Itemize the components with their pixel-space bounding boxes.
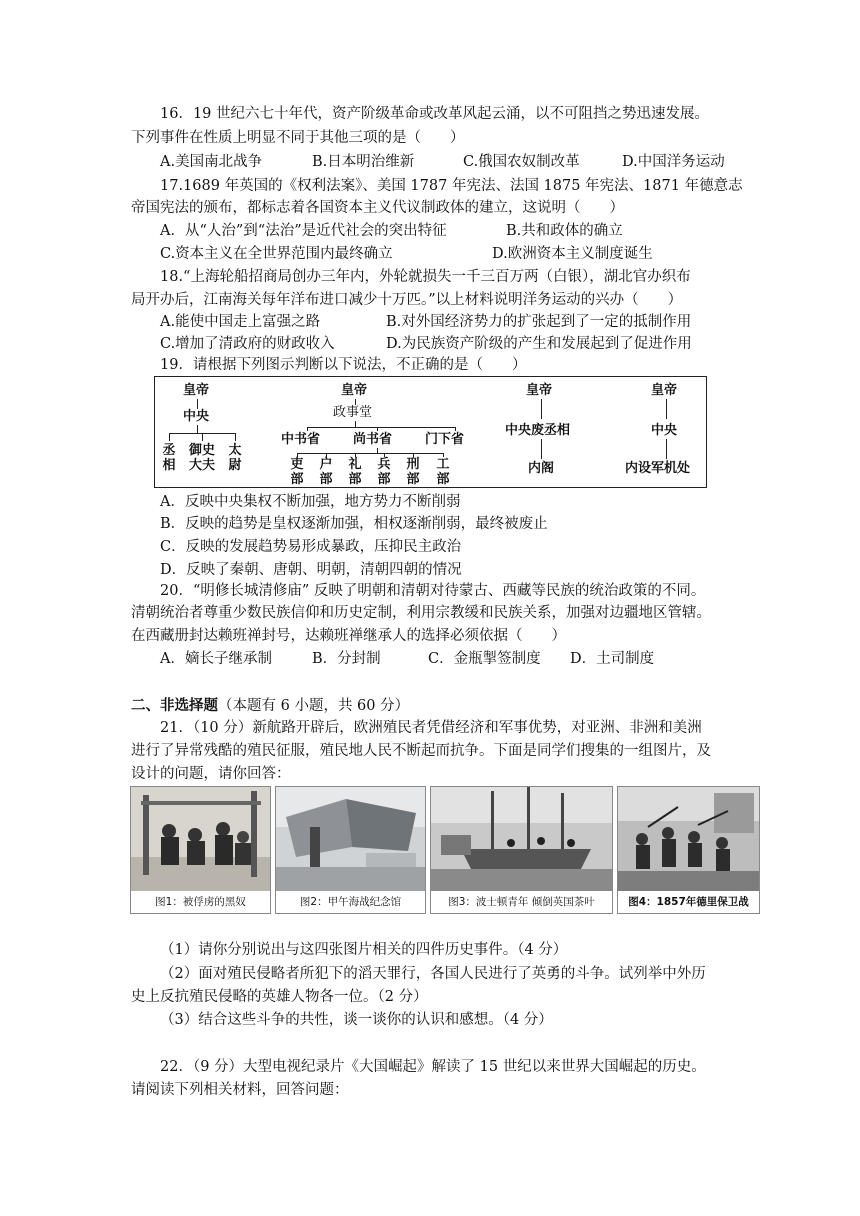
q20-options	[160, 649, 760, 669]
q18-option-a: A.能使中国走上富强之路	[160, 314, 321, 330]
qin-emperor: 皇帝	[183, 383, 210, 398]
tang-shangshu: 尚书省	[353, 432, 393, 447]
q18-options-row1	[160, 312, 760, 332]
tang-bingbu: 兵部	[377, 457, 391, 487]
caption-2: 图2：甲午海战纪念馆	[276, 891, 425, 913]
q19-option-a: A．反映中央集权不断加强，地方势力不断削弱	[160, 494, 461, 510]
q20-option-b: B．分封制	[312, 651, 381, 667]
q17-option-d: D.欧洲资本主义制度诞生	[492, 246, 653, 262]
q17-option-c: C.资本主义在全世界范围内最终确立	[160, 246, 393, 262]
tang-zhongshu: 中书省	[281, 432, 321, 447]
q19-stem: 19．请根据下列图示判断以下说法，不正确的是（ ）	[160, 357, 527, 373]
tang-emperor: 皇帝	[341, 383, 368, 398]
ming-grand-secretariat: 内阁	[528, 461, 555, 476]
q21-sub-question-3: （3）结合这些斗争的共性，谈一谈你的认识和感想。（4 分）	[160, 1012, 553, 1028]
qing-center: 中央	[651, 423, 678, 438]
tang-gongbu: 工部	[436, 457, 450, 487]
photo-captured-slaves	[130, 786, 271, 914]
section-2-heading	[131, 696, 409, 716]
q18-option-b: B.对外国经济势力的扩张起到了一定的抵制作用	[386, 314, 692, 330]
q16-options	[160, 152, 760, 172]
q22-stem-line1: 22．（9 分）大型电视纪录片《大国崛起》解读了 15 世纪以来世界大国崛起的历史。	[160, 1059, 706, 1075]
tang-libu-rites: 礼部	[348, 457, 362, 487]
q19-option-d: D．反映了秦朝、唐朝、明朝，清朝四朝的情况	[160, 562, 462, 578]
q19-option-b: B．反映的趋势是皇权逐渐加强，相权逐渐削弱，最终被废止	[160, 516, 548, 532]
q16-stem-line1: 16．19 世纪六七十年代，资产阶级革命或改革风起云涌，以不可阻挡之势迅速发展。	[160, 106, 710, 122]
qin-center: 中央	[183, 409, 210, 424]
q21-sub-question-1: （1）请你分别说出与这四张图片相关的四件历史事件。（4 分）	[160, 942, 568, 958]
q16-option-c: C.俄国农奴制改革	[463, 154, 580, 170]
q21-sub-question-2-line1: （2）面对殖民侵略者所犯下的滔天罪行，各国人民进行了英勇的斗争。试列举中外历	[160, 966, 706, 982]
q18-stem-line1: 18.“上海轮船招商局创办三年内，外轮就损失一千三百万两（白银），湖北官办织布	[160, 269, 691, 285]
section-2-title: 二、非选择题	[131, 697, 218, 714]
qin-chancellor: 丞相	[162, 443, 176, 473]
q18-option-d: D.为民族资产阶级的产生和发展起到了促进作用	[386, 336, 692, 352]
q20-stem-line3: 在西藏册封达赖班禅封号，达赖班禅继承人的选择必须依据（ ）	[131, 628, 566, 644]
photo-boston-tea-party	[430, 786, 613, 914]
qing-emperor: 皇帝	[651, 383, 678, 398]
ming-center: 中央废丞相	[505, 423, 571, 438]
tang-hubu: 户部	[319, 457, 333, 487]
caption-4: 图4：1857年德里保卫战	[618, 891, 759, 913]
q21-stem-line1: 21．（10 分）新航路开辟后，欧洲殖民者凭借经济和军事优势，对亚洲、非洲和美洲	[160, 720, 702, 736]
qin-grand-commandant: 太尉	[228, 443, 242, 473]
q17-stem-line2: 帝国宪法的颁布，都标志着各国资本主义代议制政体的建立，这说明（ ）	[131, 200, 624, 216]
q16-option-d: D.中国洋务运动	[622, 154, 725, 170]
q17-option-b: B.共和政体的确立	[506, 223, 623, 239]
q20-option-a: A．嫡长子继承制	[160, 651, 272, 667]
q21-stem-line3: 设计的问题，请你回答：	[131, 766, 291, 782]
caption-3: 图3：波士顿青年 倾倒英国茶叶	[431, 891, 612, 913]
q16-stem-line2: 下列事件在性质上明显不同于其他三项的是（ ）	[131, 130, 465, 146]
q18-option-c: C.增加了清政府的财政收入	[160, 336, 335, 352]
q17-options-row2	[160, 244, 760, 264]
section-2-note: （本题有 6 小题，共 60 分）	[218, 698, 410, 714]
q16-option-a: A.美国南北战争	[160, 154, 263, 170]
tang-xingbu: 刑部	[406, 457, 420, 487]
q18-options-row2	[160, 334, 760, 354]
photo-jiawu-memorial	[275, 786, 426, 914]
q20-stem-line1: 20．“明修长城清修庙” 反映了明朝和清朝对待蒙古、西藏等民族的统治政策的不同。	[160, 583, 706, 599]
caption-1: 图1：被俘虏的黑奴	[131, 891, 270, 913]
q21-sub-question-2-line2: 史上反抗殖民侵略的英雄人物各一位。（2 分）	[131, 989, 428, 1005]
q20-option-d: D．土司制度	[570, 651, 655, 667]
tang-hall: 政事堂	[333, 405, 373, 420]
q20-stem-line2: 清朝统治者尊重少数民族信仰和历史定制，利用宗教缓和民族关系，加强对边疆地区管辖。	[131, 605, 711, 621]
q17-stem-line1: 17.1689 年英国的《权利法案》、美国 1787 年宪法、法国 1875 年宪法、1871 年德意志	[160, 178, 743, 194]
ming-emperor: 皇帝	[526, 383, 553, 398]
qing-grand-council: 内设军机处	[625, 461, 691, 476]
q17-option-a: A．从“人治”到“法治”是近代社会的突出特征	[160, 223, 447, 239]
q19-option-c: C．反映的发展趋势易形成暴政，压抑民主政治	[160, 539, 462, 555]
q20-option-c: C．金瓶掣签制度	[428, 651, 541, 667]
q22-stem-line2: 请阅读下列相关材料，回答问题：	[131, 1082, 349, 1098]
photo-delhi-defense	[617, 786, 760, 914]
q17-options-row1	[160, 221, 760, 241]
qin-censor: 御史大夫	[188, 443, 215, 473]
tang-libu-personnel: 吏部	[290, 457, 304, 487]
q18-stem-line2: 局开办后，江南海关每年洋布进口减少十万匹。”以上材料说明洋务运动的兴办（ ）	[131, 292, 683, 308]
q21-stem-line2: 进行了异常残酷的殖民征服，殖民地人民不断起而抗争。下面是同学们搜集的一组图片，及	[131, 743, 711, 759]
q16-option-b: B.日本明治维新	[312, 154, 415, 170]
central-government-diagram	[154, 376, 707, 488]
tang-menxia: 门下省	[425, 432, 465, 447]
